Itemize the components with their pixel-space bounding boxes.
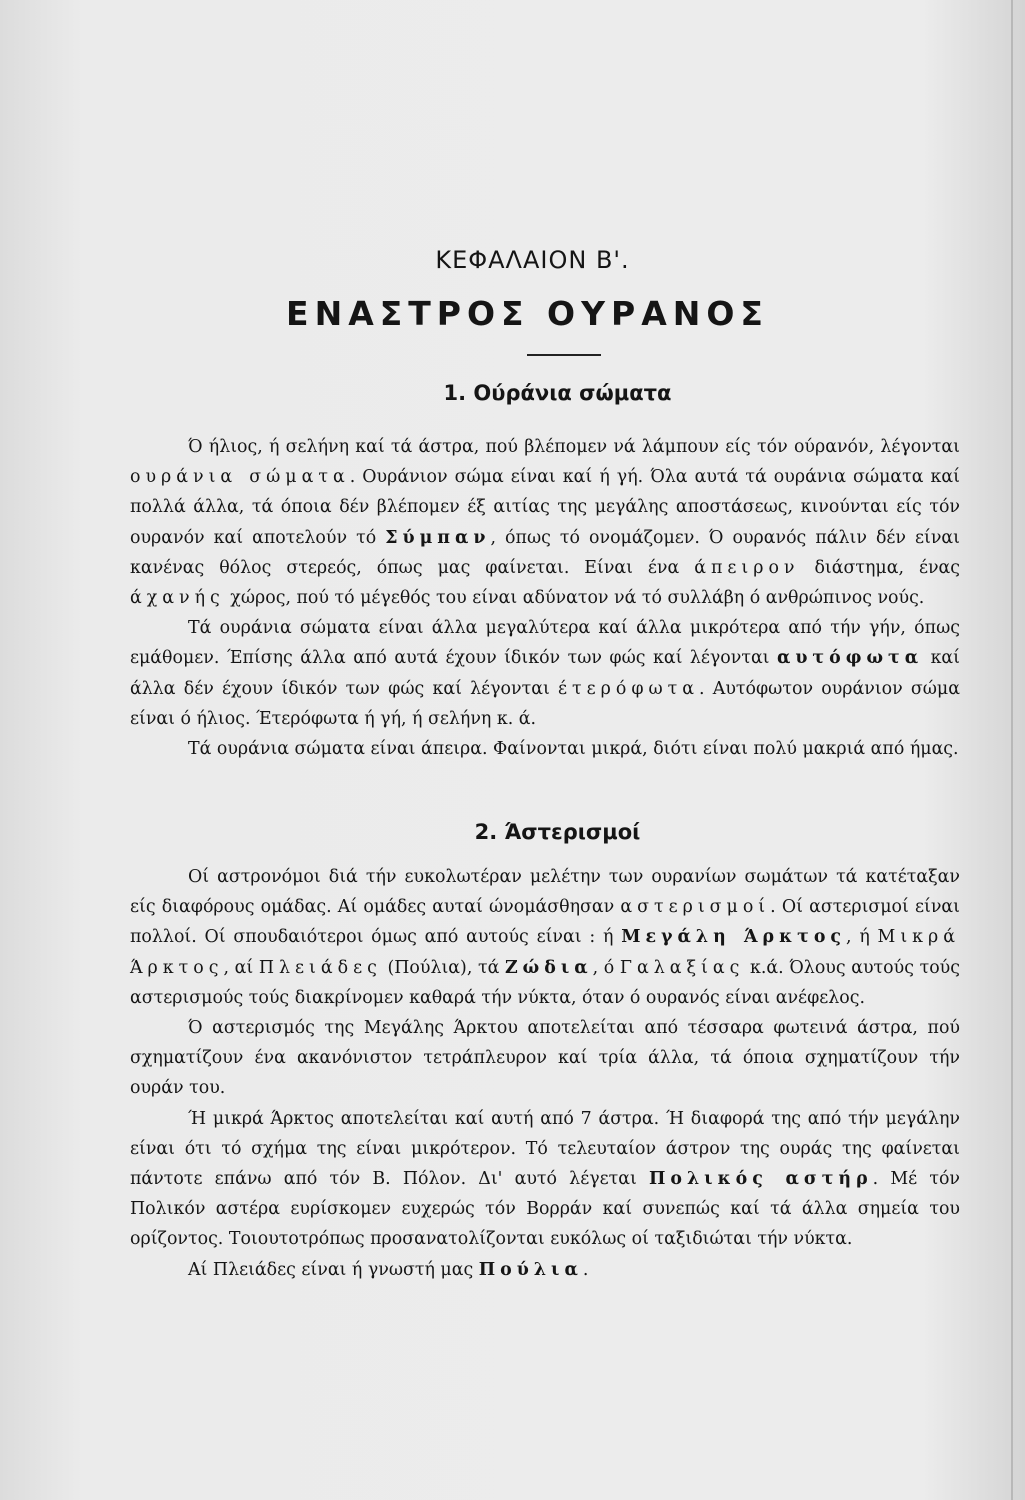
section-2-paragraph-3: Ή μικρά Άρκτος αποτελείται καί αυτή από 7 άστρα. Ή διαφορά της από τήν μεγάλην είναι ότι τό σχήμα της είναι μικρότερον. Τό τελευταίον άστρον της ουράς της φαίνεται πάντοτε επάνω από τόν Β. Πόλον. Δι' αυτό λέγεται Πολικός αστήρ. Μέ τόν Πολικόν αστέρα ευρίσκομεν ευχερώς τόν Βορράν καί συνεπώς καί τά άλλα σημεία του ορίζοντος. Τοιουτοτρόπως προσανατολίζονται ευκόλως οί ταξιδιώται τήν νύκτα. bbox=[130, 1108, 960, 1250]
page-binding-edge bbox=[1011, 0, 1013, 1500]
title-underline-divider bbox=[527, 354, 601, 356]
section-1-title: 1. Ούράνια σώματα bbox=[443, 381, 672, 405]
section-2-title: 2. Άστερισμοί bbox=[474, 820, 641, 844]
page-title: ΕΝΑΣΤΡΟΣ ΟΥΡΑΝΟΣ bbox=[286, 294, 769, 333]
section-1-paragraph-1: Ό ήλιος, ή σελήνη καί τά άστρα, πού βλέπομεν νά λάμπουν είς τόν ούρανόν, λέγονται ουράνια σώματα. Ουράνιον σώμα είναι καί ή γή. Όλα αυτά τά ουράνια σώματα καί πολλά άλλα, τά όποια δέν βλέπομεν έξ αιτίας της μεγάλης αποστάσεως, κινούνται είς τόν ουρανόν καί αποτελούν τό Σύμπαν, όπως τό ονομάζομεν. Ό ουρανός πάλιν δέν είναι κανένας θόλος στερεός, όπως μας φαίνεται. Είναι ένα άπειρον διάστημα, ένας άχανής χώρος, πού τό μέγεθός του είναι αδύνατον νά τό συλλάβη ό ανθρώπινος νούς. bbox=[130, 437, 961, 609]
section-2-body bbox=[130, 862, 960, 1285]
section-2-paragraph-2: Ό αστερισμός της Μεγάλης Άρκτου αποτελείται από τέσσαρα φωτεινά άστρα, πού σχηματίζουν ένα ακανόνιστον τετράπλευρον καί τρία άλλα, τά όποια σχηματίζουν τήν ουράν του. bbox=[130, 1018, 960, 1099]
section-1-body bbox=[130, 432, 960, 764]
chapter-heading: ΚΕΦΑΛΑΙΟΝ Β'. bbox=[435, 246, 630, 274]
section-1-paragraph-3: Τά ουράνια σώματα είναι άπειρα. Φαίνονται μικρά, διότι είναι πολύ μακριά από ήμας. bbox=[188, 739, 959, 760]
section-2-paragraph-1: Οί αστρονόμοι διά τήν ευκολωτέραν μελέτην των ουρανίων σωμάτων τά κατέταξαν είς διαφόρους ομάδας. Αί ομάδες αυταί ώνομάσθησαν αστερισμοί. Οί αστερισμοί είναι πολλοί. Οί σπουδαιότεροι όμως από αυτούς είναι : ή Μεγάλη Άρκτος, ή Μικρά Άρκτος, αί Πλειάδες (Πούλια), τά Ζώδια, ό Γαλαξίας κ.ά. Όλους αυτούς τούς αστερισμούς τούς διακρίνομεν καθαρά τήν νύκτα, όταν ό ουρανός είναι ανέφελος. bbox=[130, 867, 961, 1008]
section-1-paragraph-2: Τά ουράνια σώματα είναι άλλα μεγαλύτερα καί άλλα μικρότερα από τήν γήν, όπως εμάθομεν. Έπίσης άλλα από αυτά έχουν ίδικόν των φώς καί λέγονται αυτόφωτα καί άλλα δέν έχουν ίδικόν των φώς καί λέγονται έτερόφωτα. Αυτόφωτον ουράνιον σώμα είναι ό ήλιος. Έτερόφωτα ή γή, ή σελήνη κ. ά. bbox=[130, 618, 960, 729]
section-2-paragraph-4: Αί Πλειάδες είναι ή γνωστή μας Πούλια. bbox=[188, 1259, 589, 1280]
